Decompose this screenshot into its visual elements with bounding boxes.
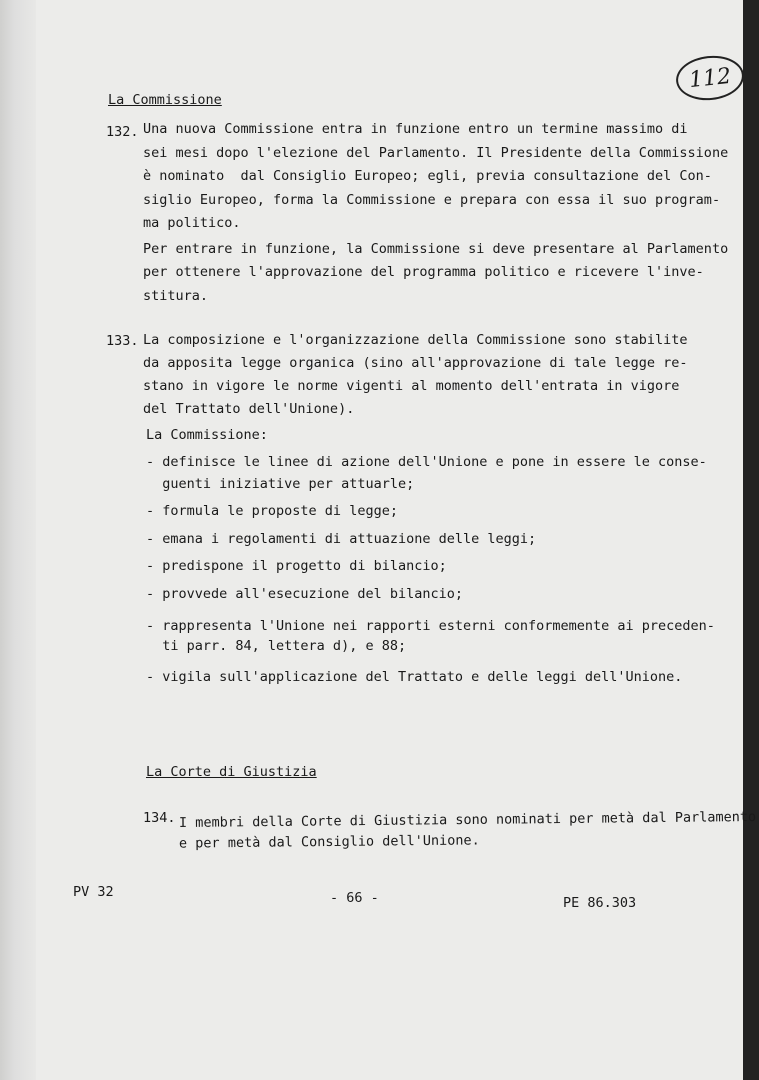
list-item: - definisce le linee di azione dell'Unione e pone in essere le conse- bbox=[146, 454, 707, 470]
text-line: del Trattato dell'Unione). bbox=[143, 401, 355, 417]
text-line: Una nuova Commissione entra in funzione entro un termine massimo di bbox=[143, 121, 688, 137]
list-item: - emana i regolamenti di attuazione delle leggi; bbox=[146, 531, 537, 547]
text-line: I membri della Corte di Giustizia sono nominati per metà dal Parlamento bbox=[178, 808, 757, 832]
list-item: - vigila sull'applicazione del Trattato e delle leggi dell'Unione. bbox=[146, 669, 683, 685]
list-item: - predispone il progetto di bilancio; bbox=[146, 558, 447, 574]
footer-right: PE 86.303 bbox=[563, 895, 637, 911]
footer-page-number: - 66 - bbox=[330, 890, 379, 906]
text-line: per ottenere l'approvazione del programma politico e ricevere l'inve- bbox=[143, 264, 704, 280]
text-line: stitura. bbox=[143, 288, 209, 304]
page-edge bbox=[0, 0, 36, 1080]
text-line: Per entrare in funzione, la Commissione si deve presentare al Parlamento bbox=[143, 241, 729, 257]
list-item: ti parr. 84, lettera d), e 88; bbox=[146, 638, 407, 654]
list-item: guenti iniziative per attuarle; bbox=[146, 476, 415, 492]
list-intro: La Commissione: bbox=[146, 427, 268, 443]
section-heading-commission: La Commissione bbox=[108, 92, 222, 108]
section-heading-court: La Corte di Giustizia bbox=[146, 764, 317, 780]
text-line: ma politico. bbox=[143, 215, 241, 231]
list-item: - formula le proposte di legge; bbox=[146, 503, 398, 519]
paragraph-number-134: 134. bbox=[143, 810, 176, 826]
text-line: da apposita legge organica (sino all'approvazione di tale legge re- bbox=[143, 355, 688, 371]
scan-shadow bbox=[743, 0, 759, 1080]
text-line: sei mesi dopo l'elezione del Parlamento. Il Presidente della Commissione bbox=[143, 145, 729, 161]
paragraph-number-133: 133. bbox=[106, 333, 139, 349]
text-line: stano in vigore le norme vigenti al momento dell'entrata in vigore bbox=[143, 378, 680, 394]
paragraph-number-132: 132. bbox=[106, 124, 139, 140]
list-item: - provvede all'esecuzione del bilancio; bbox=[146, 586, 463, 602]
text-line: e per metà dal Consiglio dell'Unione. bbox=[178, 832, 480, 852]
text-line: La composizione e l'organizzazione della Commissione sono stabilite bbox=[143, 332, 688, 348]
text-line: siglio Europeo, forma la Commissione e prepara con essa il suo program- bbox=[143, 192, 721, 208]
list-item: - rappresenta l'Unione nei rapporti esterni conformemente ai preceden- bbox=[146, 618, 715, 634]
handwritten-page-number: 112 bbox=[674, 53, 746, 104]
footer-left: PV 32 bbox=[73, 884, 114, 900]
text-line: è nominato dal Consiglio Europeo; egli, previa consultazione del Con- bbox=[143, 168, 712, 184]
